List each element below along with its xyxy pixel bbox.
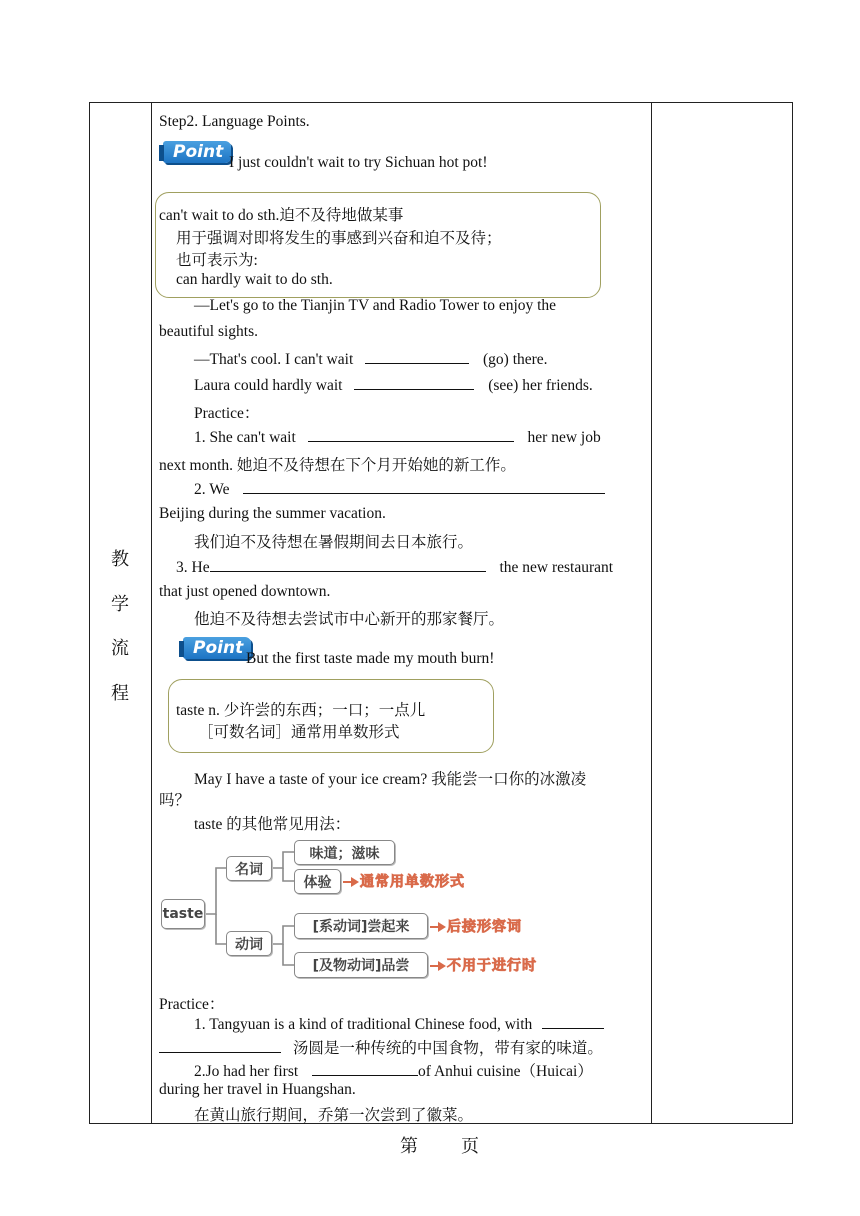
footer-page-prefix: 第 [400, 1136, 418, 1156]
example-line: May I have a taste of your ice cream? 我能尝一口你的冰激凌 [194, 771, 587, 788]
practice-item: next month. 她迫不及待想在下个月开始她的新工作。 [159, 457, 516, 474]
answer-blank[interactable] [542, 1014, 604, 1029]
point-label: Point [183, 637, 251, 659]
practice-item: 2. We [194, 479, 605, 499]
diagram-note: 后接形容词 [447, 919, 522, 935]
point1-box-line: can hardly wait to do sth. [176, 271, 333, 288]
point1-box-line: can't wait to do sth.迫不及待地做某事 [159, 207, 404, 224]
point-label: Point [163, 141, 231, 163]
example-line: Laura could hardly wait (see) her friends. [194, 377, 593, 394]
practice-item: 2.Jo had her first of Anhui cuisine（Huicai） [194, 1063, 593, 1080]
practice-item: 他迫不及待想去尝试市中心新开的那家餐厅。 [194, 611, 505, 628]
practice-item: that just opened downtown. [159, 583, 331, 600]
point1-box-line: 用于强调对即将发生的事感到兴奋和迫不及待； [176, 230, 502, 247]
example-line: beautiful sights. [159, 323, 259, 340]
diagram-node-verb-1: [系动词]尝起来 [294, 913, 428, 939]
arrow-icon [430, 965, 444, 967]
side-label-char: 教 [111, 549, 129, 569]
example-line: —That's cool. I can't wait (go) there. [194, 351, 548, 368]
diagram-node-root: taste [161, 899, 205, 929]
practice-item: 我们迫不及待想在暑假期间去日本旅行。 [194, 534, 474, 551]
practice-item: Beijing during the summer vacation. [159, 505, 386, 522]
diagram-node-noun-2: 体验 [294, 869, 341, 894]
side-label-char: 学 [111, 594, 129, 614]
practice-item: 3. He the new restaurant [176, 559, 614, 576]
point2-box-line: taste n. 少许尝的东西；一口；一点儿 [176, 702, 426, 719]
example-line: —Let's go to the Tianjin TV and Radio Tower to enjoy the [194, 297, 557, 314]
diagram-note: 通常用单数形式 [360, 874, 465, 890]
practice-item: 1. She can't wait her new job [194, 429, 601, 446]
side-label-char: 流 [111, 638, 129, 658]
point2-box-line: ［可数名词］通常用单数形式 [198, 724, 400, 741]
diagram-node-noun: 名词 [226, 856, 272, 881]
example-line: 吗？ [159, 792, 191, 809]
diagram-node-verb: 动词 [226, 931, 272, 956]
diagram-node-noun-1: 味道；滋味 [294, 840, 395, 865]
practice-item: 1. Tangyuan is a kind of traditional Chinese food, with [194, 1014, 604, 1034]
practice-label: Practice： [194, 405, 260, 422]
point1-sentence: I just couldn't wait to try Sichuan hot pot! [229, 154, 488, 171]
practice-item: during her travel in Huangshan. [159, 1081, 356, 1098]
footer-page-suffix: 页 [461, 1136, 479, 1156]
point1-box-line: 也可表示为: [176, 252, 258, 269]
diagram-node-verb-2: [及物动词]品尝 [294, 952, 428, 978]
diagram-note: 不用于进行时 [447, 958, 537, 974]
point2-sentence: But the first taste made my mouth burn! [246, 650, 495, 667]
practice-item: 汤圆是一种传统的中国食物，带有家的味道。 [159, 1036, 603, 1058]
arrow-icon [343, 881, 357, 883]
arrow-icon [430, 926, 444, 928]
practice-label: Practice： [159, 996, 225, 1013]
step-title: Step2. Language Points. [159, 113, 310, 130]
side-label-char: 程 [111, 683, 129, 703]
practice-item: 在黄山旅行期间，乔第一次尝到了徽菜。 [194, 1107, 474, 1124]
answer-blank[interactable] [312, 1061, 418, 1076]
other-usage-label: taste 的其他常见用法： [194, 816, 351, 833]
answer-blank[interactable] [159, 1038, 281, 1053]
